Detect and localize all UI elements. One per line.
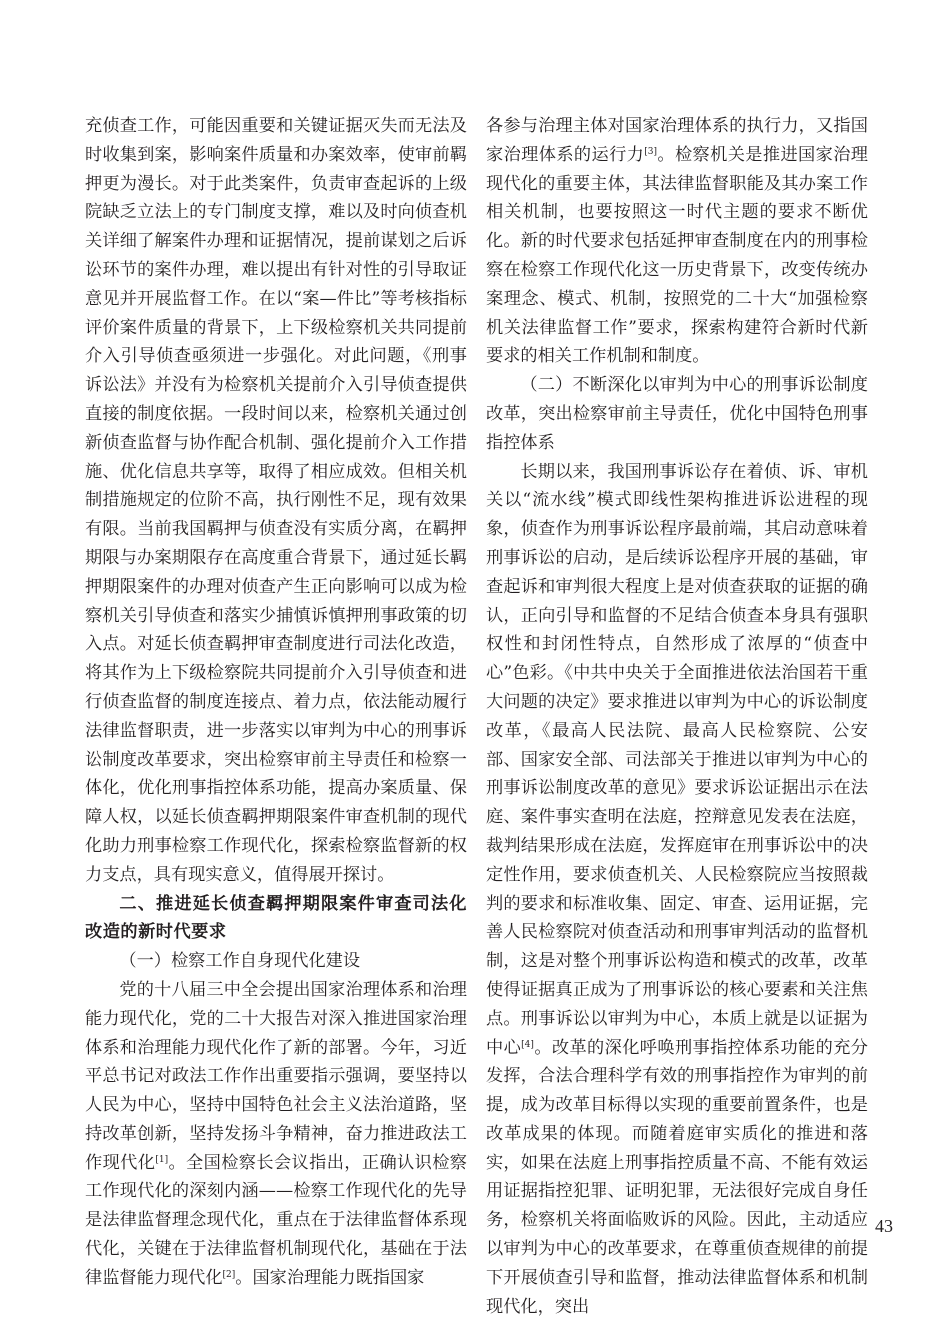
citation-ref: [2] xyxy=(222,1269,236,1280)
paragraph: 充侦查工作，可能因重要和关键证据灭失而无法及时收集到案，影响案件质量和办案效率，使审前羁押更为漫长。对于此类案件，负责审查起诉的上级院缺乏立法上的专门制度支撑，难以及时向侦查机关详细了解案件办理和证据情况，提前谋划之后诉讼环节的案件办理，难以提出有针对性的引导取证意见并开展监督工作。在以“案—件比”等考核指标评价案件质量的背景下，上下级检察机关共同提前介入引导侦查亟须进一步强化。对此问题，《刑事诉讼法》并没有为检察机关提前介入引导侦查提供直接的制度依据。一段时间以来，检察机关通过创新侦查监督与协作配合机制、强化提前介入工作措施、优化信息共享等，取得了相应成效。但相关机制措施规定的位阶不高，执行刚性不足，现有效果有限。当前我国羁押与侦查没有实质分离，在羁押期限与办案期限存在高度重合背景下，通过延长羁押期限案件的办理对侦查产生正向影响可以成为检察机关引导侦查和落实少捕慎诉慎押刑事政策的切入点。对延长侦查羁押审查制度进行司法化改造，将其作为上下级检察院共同提前介入引导侦查和进行侦查监督的制度连接点、着力点，依法能动履行法律监督职责，进一步落实以审判为中心的刑事诉讼制度改革要求，突出检察审前主导责任和检察一体化，优化刑事指控体系功能，提高办案质量、保障人权，以延长侦查羁押期限案件审查机制的现代化助力刑事检察工作现代化，探索检察监督新的权力支点，具有现实意义，值得展开探讨。 xyxy=(85,116,467,885)
citation-ref: [3] xyxy=(644,146,657,157)
left-column xyxy=(85,112,467,1293)
paragraph: 党的十八届三中全会提出国家治理体系和治理能力现代化，党的二十大报告对深入推进国家治理体系和治理能力现代化作了新的部署。今年，习近平总书记对政法工作作出重要指示强调，要坚持以人民为中心，坚持中国特色社会主义法治道路，坚持改革创新，坚持发扬斗争精神，奋力推进政法工作现代化[1]。全国检察长会议指出，正确认识检察工作现代化的深刻内涵——检察工作现代化的先导是法律监督理念现代化，重点在于法律监督体系现代化，关键在于法律监督机制现代化，基础在于法律监督能力现代化[2]。国家治理能力既指国家 xyxy=(85,979,467,1288)
subsection-heading: （二）不断深化以审判为中心的刑事诉讼制度改革，突出检察审前主导责任，优化中国特色刑事指控体系 xyxy=(486,375,868,453)
citation-ref: [1] xyxy=(155,1154,169,1165)
page-number: 43 xyxy=(875,1216,893,1236)
section-heading: 二、推进延长侦查羁押期限案件审查司法化改造的新时代要求 xyxy=(85,893,467,943)
right-column xyxy=(486,112,868,1321)
subsection-heading: （一）检察工作自身现代化建设 xyxy=(119,951,361,972)
paragraph: 长期以来，我国刑事诉讼存在着侦、诉、审机关以“流水线”模式即线性架构推进诉讼进程的现象，侦查作为刑事诉讼程序最前端，其启动意味着刑事诉讼的启动，是后续诉讼程序开展的基础，审查起诉和审判很大程度上是对侦查获取的证据的确认，正向引导和监督的不足结合侦查本身具有强职权性和封闭性特点，自然形成了浓厚的“侦查中心”色彩。《中共中央关于全面推进依法治国若干重大问题的决定》要求推进以审判为中心的诉讼制度改革，《最高人民法院、最高人民检察院、公安部、国家安全部、司法部关于推进以审判为中心的刑事诉讼制度改革的意见》要求诉讼证据出示在法庭、案件事实查明在法庭，控辩意见发表在法庭，裁判结果形成在法庭，发挥庭审在刑事诉讼中的决定性作用，要求侦查机关、人民检察院应当按照裁判的要求和标准收集、固定、审查、运用证据，完善人民检察院对侦查活动和刑事审判活动的监督机制，这是对整个刑事诉讼构造和模式的改革，改革使得证据真正成为了刑事诉讼的核心要素和关注焦点。刑事诉讼以审判为中心，本质上就是以证据为中心[4]。改革的深化呼唤刑事指控体系功能的充分发挥，合法合理科学有效的刑事指控作为审判的前提，成为改革目标得以实现的重要前置条件，也是改革成果的体现。而随着庭审实质化的推进和落实，如果在法庭上刑事指控质量不高、不能有效运用证据指控犯罪、证明犯罪，无法很好完成自身任务，检察机关将面临败诉的风险。因此，主动适应以审判为中心的改革要求，在尊重侦查规律的前提下开展侦查引导和监督，推动法律监督体系和机制现代化，突出 xyxy=(486,461,868,1317)
paragraph: 各参与治理主体对国家治理体系的执行力，又指国家治理体系的运行力[3]。检察机关是推进国家治理现代化的重要主体，其法律监督职能及其办案工作相关机制，也要按照这一时代主题的要求不断优化。新的时代要求包括延押审查制度在内的刑事检察在检察工作现代化这一历史背景下，改变传统办案理念、模式、机制，按照党的二十大“加强检察机关法律监督工作”要求，探索构建符合新时代新要求的相关工作机制和制度。 xyxy=(486,116,868,367)
citation-ref: [4] xyxy=(521,1039,534,1050)
